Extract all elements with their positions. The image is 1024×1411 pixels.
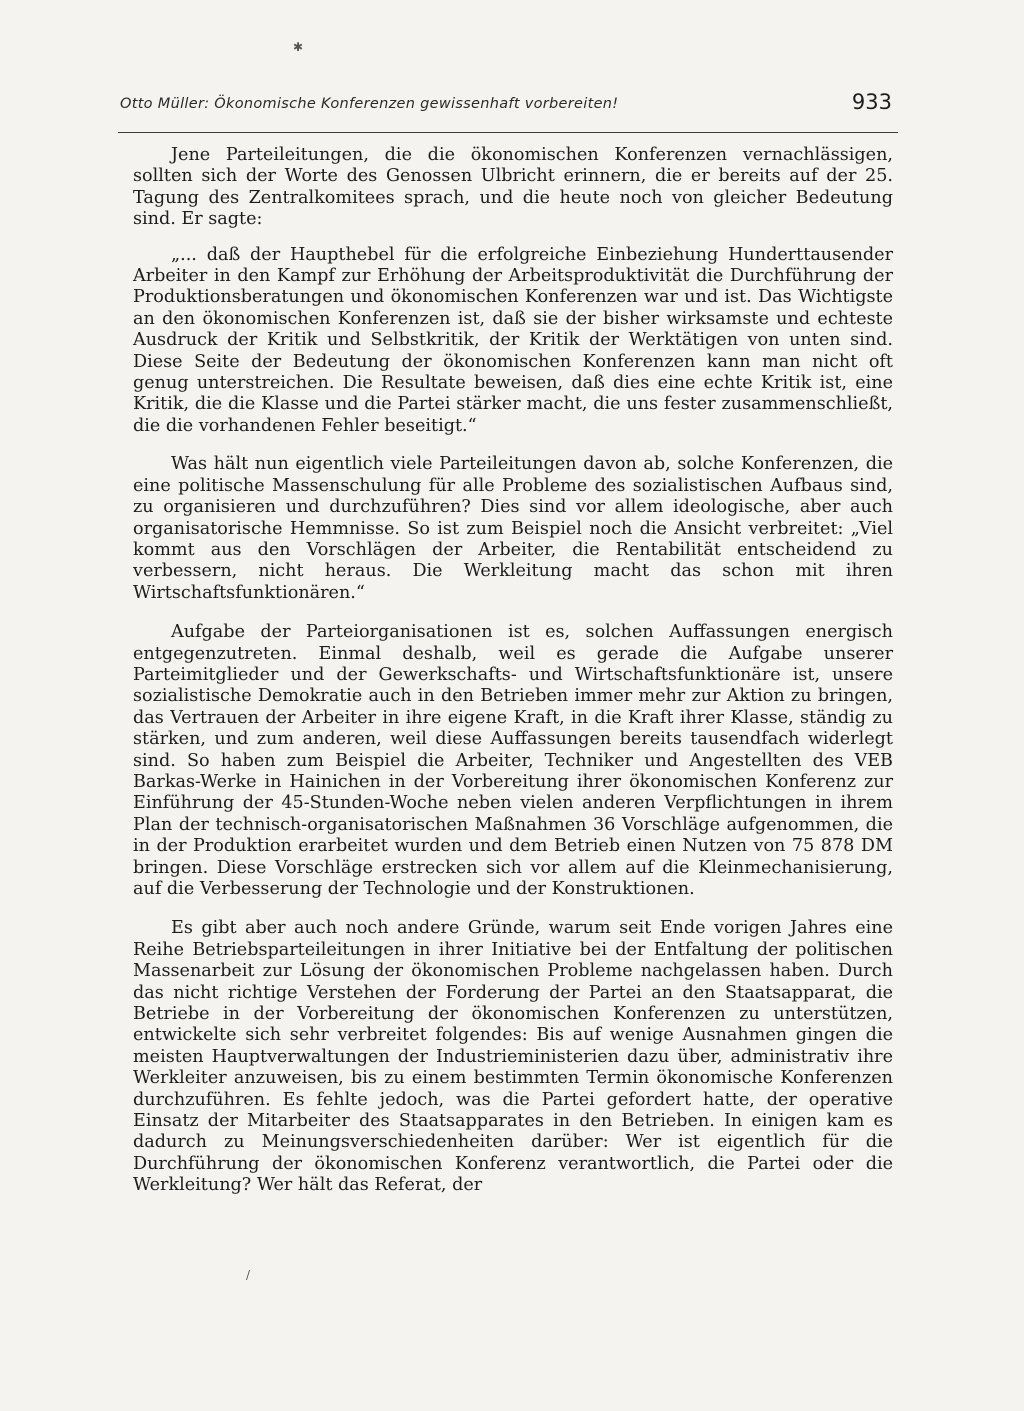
paragraph-3: Aufgabe der Parteiorganisationen ist es, solchen Auffassungen energisch entgegenzutreten. Einmal deshalb, weil es gerade die Aufgabe unserer Parteimitglieder und der Gewerkschafts- und Wirtschaftsfunktionäre ist, unsere sozialistische Demokratie auch in den Betrieben immer mehr zur Aktion zu bringen, das Vertrauen der Arbeiter in ihre eigene Kraft, in die Kraft ihrer Klasse, ständig zu stärken, und zum anderen, weil diese Auffassungen bereits tausendfach widerlegt sind. So haben zum Beispiel die Arbeiter, Techniker und Angestellten des VEB Barkas-Werke in Hainichen in der Vorbereitung ihrer ökonomischen Konferenz zur Einführung der 45-Stunden-Woche neben vielen anderen Verpflichtungen in ihrem Plan der technisch-organisatorischen Maßnahmen 36 Vorschläge aufgenommen, die in der Produktion erarbeitet wurden und dem Betrieb einen Nutzen von 75 878 DM bringen. Diese Vorschläge erstrecken sich vor allem auf die Kleinmechanisierung, auf die Verbesserung der Technologie und der Konstruktionen. xyxy=(133,622,893,899)
pencil-mark: / xyxy=(246,1268,251,1282)
ink-speck: ✱ xyxy=(293,40,304,54)
ulbricht-quote: „... daß der Haupthebel für die erfolgreiche Einbeziehung Hunderttausender Arbeiter in den Kampf zur Erhöhung der Arbeitsproduktivität die Durchführung der Produktionsberatungen und ökonomischen Konferenzen war und ist. Das Wichtigste an den ökonomischen Konferenzen ist, daß sie der bisher wirksamste und echteste Ausdruck der Kritik und Selbstkritik, der Kritik der Werktätigen von unten sind. Diese Seite der Bedeutung der ökonomischen Konferenzen kann man nicht oft genug unterstreichen. Die Resultate beweisen, daß dies eine echte Kritik ist, eine Kritik, die die Klasse und die Partei stärker macht, die uns fester zusammenschließt, die die vorhandenen Fehler beseitigt.“ xyxy=(133,244,893,436)
running-head: Otto Müller: Ökonomische Konferenzen gewissenhaft vorbereiten! xyxy=(120,96,619,112)
paragraph-2: Was hält nun eigentlich viele Parteileitungen davon ab, solche Konferenzen, die eine politische Massenschulung für alle Probleme des sozialistischen Aufbaus sind, zu organisieren und durchzuführen? Dies sind vor allem ideologische, aber auch organisatorische Hemmnisse. So ist zum Beispiel noch die Ansicht verbreitet: „Viel kommt aus den Vorschlägen der Arbeiter, die Rentabilität entscheidend zu verbessern, nicht heraus. Die Werkleitung macht das schon mit ihren Wirtschaftsfunktionären.“ xyxy=(133,454,893,603)
paragraph-4: Es gibt aber auch noch andere Gründe, warum seit Ende vorigen Jahres eine Reihe Betriebsparteileitungen in ihrer Initiative bei der Entfaltung der politischen Massenarbeit zur Lösung der ökonomischen Probleme nachgelassen haben. Durch das nicht richtige Verstehen der Forderung der Partei an den Staatsapparat, die Betriebe in der Vorbereitung der ökonomischen Konferenzen zu unterstützen, entwickelte sich sehr verbreitet folgendes: Bis auf wenige Ausnahmen gingen die meisten Hauptverwaltungen der Industrieministerien dazu über, administrativ ihre Werkleiter anzuweisen, bis zu einem bestimmten Termin ökonomische Konferenzen durchzuführen. Es fehlte jedoch, was die Partei gefordert hatte, der operative Einsatz der Mitarbeiter des Staatsapparates in den Betrieben. In einigen kam es dadurch zu Meinungsverschiedenheiten darüber: Wer ist eigentlich für die Durchführung der ökonomischen Konferenz verantwortlich, die Partei oder die Werkleitung? Wer hält das Referat, der xyxy=(133,918,893,1196)
page-number: 933 xyxy=(851,90,892,114)
paragraph-1: Jene Parteileitungen, die die ökonomischen Konferenzen vernachlässigen, sollten sich der Worte des Genossen Ulbricht erinnern, die er bereits auf der 25. Tagung des Zentralkomitees sprach, und die heute noch von gleicher Bedeutung sind. Er sagte: xyxy=(133,145,893,230)
page-header xyxy=(118,92,898,133)
body-text xyxy=(133,145,893,1197)
